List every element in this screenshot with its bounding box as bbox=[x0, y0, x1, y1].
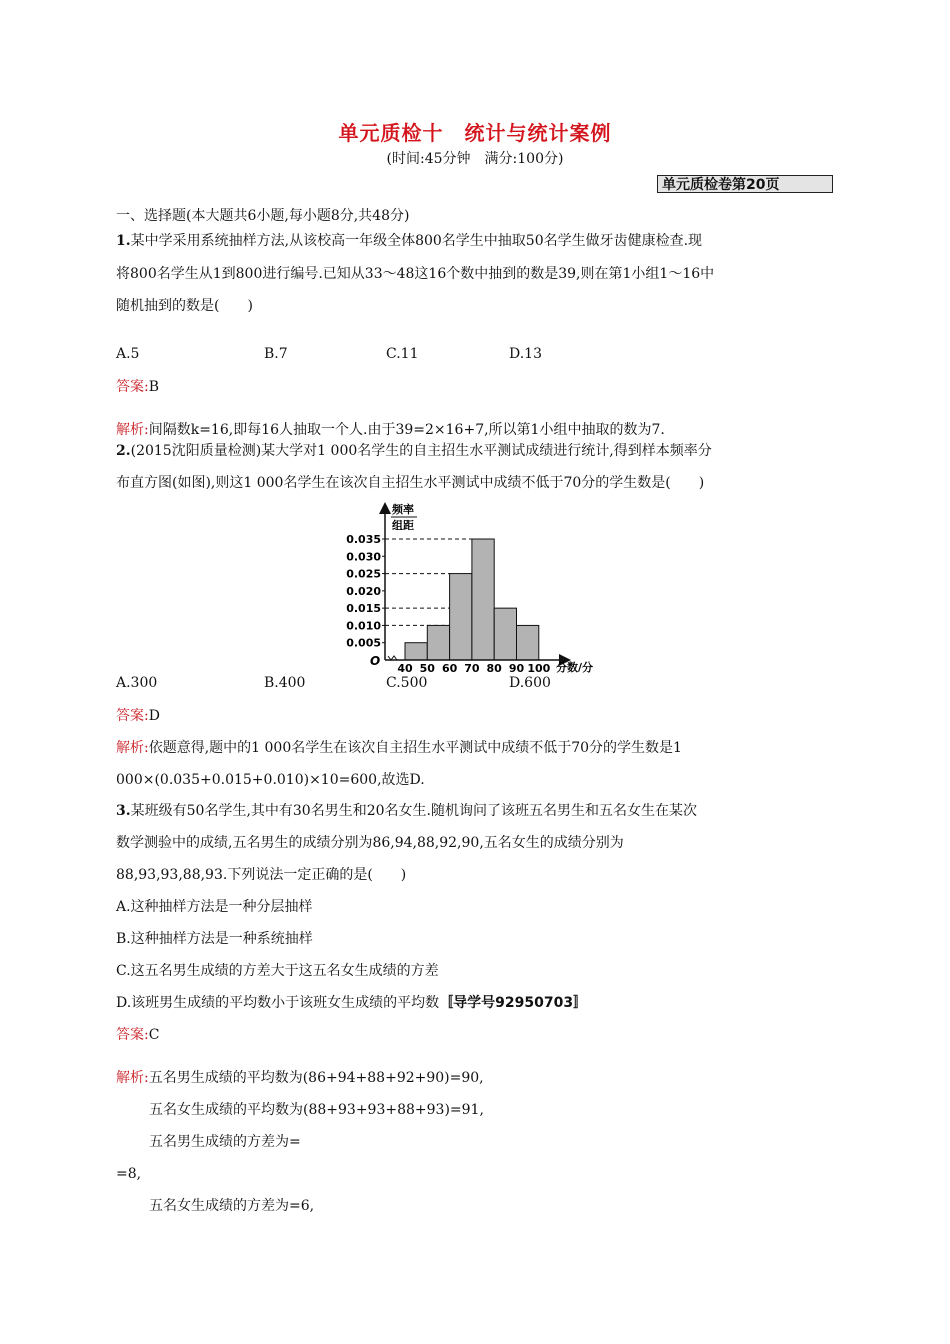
y-tick-label: 0.005 bbox=[346, 636, 381, 650]
q3-analysis-4: =8, bbox=[116, 1166, 142, 1182]
bar-90-100 bbox=[517, 625, 539, 660]
q3-answer: 答案:C bbox=[116, 1027, 160, 1043]
q2-option-c: C.500 bbox=[386, 675, 428, 691]
q3-line-1: 3.某班级有50名学生,其中有30名男生和20名女生.随机询问了该班五名男生和五名女生在某次 bbox=[116, 803, 697, 819]
q1-line-2: 将800名学生从1到800进行编号.已知从33～48这16个数中抽到的数是39,则在第1小组1～16中 bbox=[116, 266, 715, 282]
q1-analysis: 解析:间隔数k=16,即每16人抽取一个人.由于39=2×16+7,所以第1小组中抽取的数为7. bbox=[116, 422, 665, 438]
x-tick-label: 80 bbox=[486, 662, 502, 675]
q3-analysis-5: 五名女生成绩的方差为=6, bbox=[149, 1198, 315, 1214]
q2-analysis-2: 000×(0.035+0.015+0.010)×10=600,故选D. bbox=[116, 772, 425, 788]
q1-line-1: 1.某中学采用系统抽样方法,从该校高一年级全体800名学生中抽取50名学生做牙齿健康检查.现 bbox=[116, 233, 703, 249]
q3-analysis-3: 五名男生成绩的方差为= bbox=[149, 1134, 301, 1150]
q3-analysis-1: 解析:五名男生成绩的平均数为(86+94+88+92+90)=90, bbox=[116, 1070, 484, 1086]
q1-option-c: C.11 bbox=[386, 346, 419, 362]
q3-line-2: 数学测验中的成绩,五名男生的成绩分别为86,94,88,92,90,五名女生的成绩分别为 bbox=[116, 835, 624, 851]
q3-option-c: C.这五名男生成绩的方差大于这五名女生成绩的方差 bbox=[116, 963, 439, 979]
x-tick-label: 100 bbox=[527, 662, 551, 675]
q2-option-a: A.300 bbox=[116, 675, 158, 691]
y-tick-label: 0.010 bbox=[346, 619, 381, 633]
bar-50-60 bbox=[427, 625, 449, 660]
q1-option-d: D.13 bbox=[509, 346, 542, 362]
histogram-chart bbox=[340, 500, 610, 680]
q2-line-1: 2.(2015沈阳质量检测)某大学对1 000名学生的自主招生水平测试成绩进行统计,得到样本频率分 bbox=[116, 443, 712, 459]
x-tick-label: 70 bbox=[464, 662, 480, 675]
q1-number: 1. bbox=[116, 233, 131, 249]
y-tick-label: 0.015 bbox=[346, 602, 381, 616]
x-tick-label: 90 bbox=[508, 662, 525, 675]
x-tick-label: 40 bbox=[397, 662, 413, 675]
q2-option-b: B.400 bbox=[264, 675, 306, 691]
q3-option-b: B.这种抽样方法是一种系统抽样 bbox=[116, 931, 313, 947]
q3-analysis-2: 五名女生成绩的平均数为(88+93+93+88+93)=91, bbox=[149, 1102, 484, 1118]
q2-line-2: 布直方图(如图),则这1 000名学生在该次自主招生水平测试中成绩不低于70分的学生数是( ) bbox=[116, 475, 705, 491]
volume-tag: 单元质检卷第20页 bbox=[657, 175, 833, 193]
q1-option-a: A.5 bbox=[116, 346, 140, 362]
bar-80-90 bbox=[494, 608, 516, 660]
y-axis-label-top: 频率 bbox=[392, 503, 414, 516]
y-tick-label: 0.025 bbox=[346, 567, 381, 581]
y-tick-label: 0.020 bbox=[346, 584, 381, 598]
x-tick-label: 60 bbox=[441, 662, 458, 675]
origin-label: O bbox=[370, 654, 381, 668]
x-axis-label: 分数/分 bbox=[556, 661, 594, 674]
page-subtitle: (时间:45分钟 满分:100分) bbox=[386, 151, 564, 167]
q3-line-3: 88,93,93,88,93.下列说法一定正确的是( ) bbox=[116, 867, 407, 883]
q2-answer: 答案:D bbox=[116, 708, 160, 724]
q2-number: 2. bbox=[116, 443, 131, 459]
q2-analysis-1: 解析:依题意得,题中的1 000名学生在该次自主招生水平测试中成绩不低于70分的学生数是1 bbox=[116, 740, 682, 756]
bar-70-80 bbox=[472, 539, 494, 660]
bar-40-50 bbox=[405, 643, 427, 660]
x-tick-label: 50 bbox=[419, 662, 435, 675]
q3-reference-number: 〚导学号92950703〛 bbox=[439, 995, 588, 1011]
q3-option-d: D.该班男生成绩的平均数小于该班女生成绩的平均数〚导学号92950703〛 bbox=[116, 995, 588, 1011]
section-heading: 一、选择题(本大题共6小题,每小题8分,共48分) bbox=[116, 208, 410, 224]
page-title: 单元质检十 统计与统计案例 bbox=[338, 121, 612, 145]
q3-option-a: A.这种抽样方法是一种分层抽样 bbox=[116, 899, 313, 915]
q1-option-b: B.7 bbox=[264, 346, 288, 362]
bar-60-70 bbox=[450, 574, 472, 660]
y-tick-label: 0.035 bbox=[346, 533, 381, 546]
q1-line-3: 随机抽到的数是( ) bbox=[116, 298, 253, 314]
y-axis-label-bottom: 组距 bbox=[392, 519, 414, 532]
q2-option-d: D.600 bbox=[509, 675, 551, 691]
q1-answer: 答案:B bbox=[116, 379, 160, 395]
y-tick-label: 0.030 bbox=[346, 550, 381, 564]
q3-number: 3. bbox=[116, 803, 131, 819]
